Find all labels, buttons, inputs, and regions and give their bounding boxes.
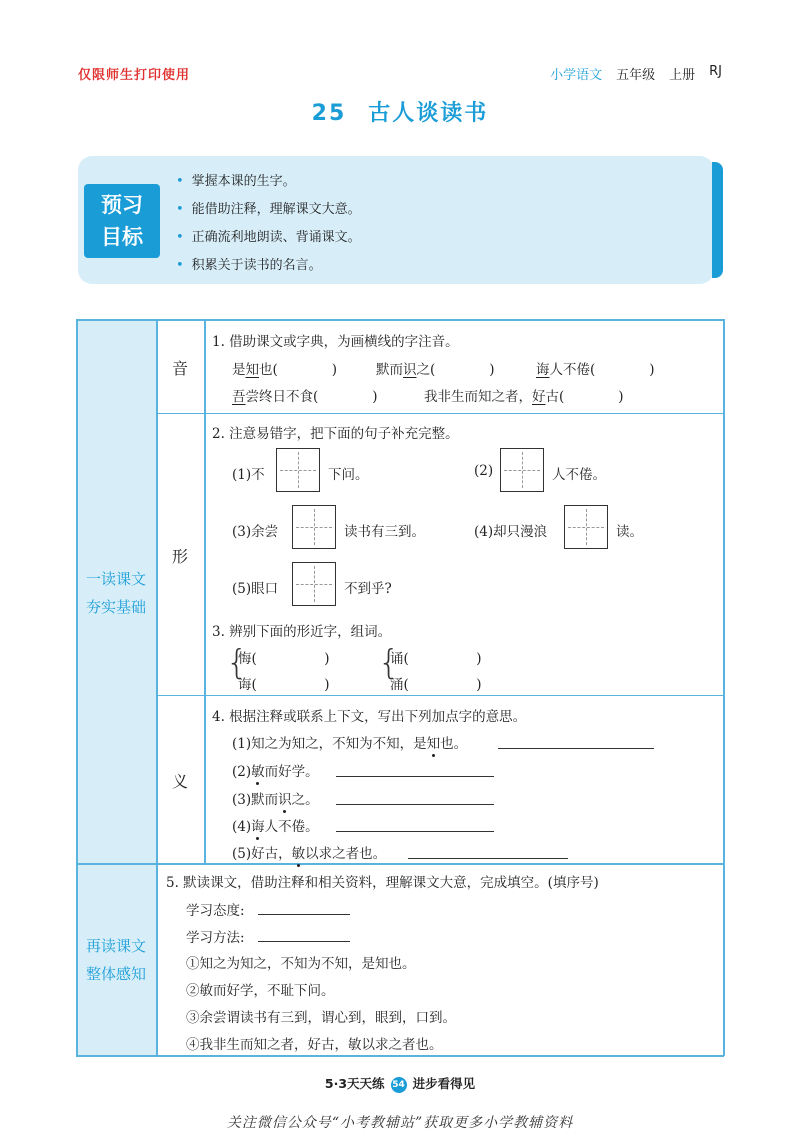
meaning-item [232, 788, 319, 808]
answer-line[interactable] [336, 831, 494, 832]
answer-line[interactable] [336, 804, 494, 805]
row-divider [156, 413, 724, 414]
option-item: ②敏而好学，不耻下问。 [186, 983, 335, 999]
question-3-prompt: 3. 辨别下面的形近字，组词。 [212, 624, 392, 640]
section-row-divider [76, 863, 724, 865]
character-box[interactable] [292, 505, 336, 549]
fill-pre: (5)眼口 [232, 581, 279, 597]
category-form: 形 [171, 547, 188, 566]
pinyin-item [376, 358, 495, 378]
section-divider [156, 319, 158, 1056]
option-item: ④我非生而知之者，好古，敏以求之者也。 [186, 1037, 443, 1053]
grade-label: 五年级 [616, 68, 656, 83]
dotted-char: 识 [278, 788, 292, 808]
lesson-number: 25 [311, 101, 347, 126]
panel-edge-decoration [712, 162, 723, 278]
section-1-line-2: 夯实基础 [85, 598, 146, 616]
item-text: 默而 [376, 362, 403, 378]
item-text: 人不倦( ) [549, 362, 655, 378]
answer-line[interactable] [498, 748, 654, 749]
word-pair-item: 诲( ) [238, 677, 330, 693]
footer-slogan: 进步看得见 [412, 1076, 476, 1091]
watermark-text: 关注微信公众号“小考教辅站”获取更多小学教辅资料 [226, 1115, 574, 1131]
method-answer-line[interactable] [258, 941, 350, 942]
item-text: 我非生而知之者， [424, 389, 532, 405]
underlined-char: 知 [245, 362, 259, 378]
item-text: 以求之者也。 [305, 846, 387, 862]
page-title [0, 96, 800, 127]
meaning-item [232, 815, 319, 835]
method-label: 学习方法: [186, 930, 245, 946]
item-text: 之( ) [416, 362, 495, 378]
item-text: 尝终日不食( ) [245, 389, 378, 405]
goal-list [176, 168, 361, 280]
table-border-top [76, 319, 724, 321]
section-1-label [76, 565, 156, 621]
dotted-char: 知 [427, 732, 441, 752]
item-text: (4) [232, 819, 252, 835]
underlined-char: 好 [532, 389, 546, 405]
answer-line[interactable] [336, 776, 494, 777]
page-footer [0, 1074, 800, 1093]
page-number-badge: 54 [391, 1077, 407, 1093]
fill-pre: (2) [474, 463, 494, 479]
fill-post: 下问。 [328, 467, 369, 483]
section-1-line-1: 一读课文 [85, 570, 146, 588]
underlined-char: 吾 [232, 389, 246, 405]
question-4-prompt: 4. 根据注释或联系上下文，写出下列加点字的意思。 [212, 709, 527, 725]
fill-pre: (1)不 [232, 467, 265, 483]
item-text: (5)好古， [232, 846, 292, 862]
character-box[interactable] [500, 448, 544, 492]
item-text: 人不倦。 [264, 819, 319, 835]
dotted-char: 诲 [251, 815, 265, 835]
question-5-prompt: 5. 默读课文，借助注释和相关资料，理解课文大意，完成填空。(填序号) [166, 875, 599, 891]
tag-line-2: 目标 [101, 225, 143, 249]
pinyin-item [536, 358, 655, 378]
item-text: (2) [232, 764, 252, 780]
tag-line-1: 预习 [101, 193, 143, 217]
answer-line[interactable] [408, 858, 568, 859]
print-notice: 仅限师生打印使用 [78, 68, 191, 83]
preview-goals-panel [78, 156, 714, 284]
table-border-right [723, 319, 725, 1056]
item-text: 也。 [440, 736, 468, 752]
table-border-left [76, 319, 78, 1056]
goal-item: • 掌握本课的生字。 [176, 168, 361, 196]
item-text: (3)默而 [232, 792, 279, 808]
word-pair-item: 涌( ) [390, 677, 482, 693]
goal-item: • 能借助注释，理解课文大意。 [176, 196, 361, 224]
question-1-prompt: 1. 借助课文或字典，为画横线的字注音。 [212, 334, 459, 350]
book-info [550, 64, 722, 83]
question-2-prompt: 2. 注意易错字，把下面的句子补充完整。 [212, 426, 459, 442]
item-text: 古( ) [545, 389, 624, 405]
item-text: 是 [232, 362, 246, 378]
word-pair-item: 悔( ) [238, 651, 330, 667]
option-item: ③余尝谓读书有三到，谓心到，眼到，口到。 [186, 1010, 456, 1026]
dotted-char: 敏 [251, 760, 265, 780]
section-2-line-1: 再读课文 [85, 937, 146, 955]
fill-post: 读。 [616, 524, 643, 540]
meaning-item [232, 842, 386, 862]
option-item: ①知之为知之，不知为不知，是知也。 [186, 956, 416, 972]
fill-pre: (4)却只漫浪 [474, 524, 548, 540]
edition-label: RJ [709, 64, 722, 79]
brace: { [378, 643, 400, 683]
pinyin-item [232, 358, 337, 378]
item-text: 之。 [291, 792, 319, 808]
pinyin-item [232, 385, 378, 405]
category-divider [204, 319, 206, 864]
character-box[interactable] [564, 505, 608, 549]
fill-post: 读书有三到。 [344, 524, 425, 540]
meaning-item [232, 760, 319, 780]
footer-brand: 5·3天天练 [324, 1076, 385, 1091]
goal-item: • 积累关于读书的名言。 [176, 252, 361, 280]
fill-post: 人不倦。 [552, 467, 606, 483]
lesson-title: 古人谈读书 [368, 101, 489, 126]
fill-post: 不到乎? [344, 581, 392, 597]
section-2-line-2: 整体感知 [85, 965, 146, 983]
underlined-char: 诲 [536, 362, 550, 378]
meaning-item [232, 732, 467, 752]
category-meaning: 义 [171, 772, 188, 791]
underlined-char: 识 [403, 362, 417, 378]
dotted-char: 敏 [292, 842, 306, 862]
pinyin-item [424, 385, 624, 405]
brace: { [226, 643, 248, 683]
preview-goals-tag [84, 184, 160, 258]
fill-pre: (3)余尝 [232, 524, 279, 540]
attitude-label: 学习态度: [186, 903, 245, 919]
table-border-bottom [76, 1055, 724, 1057]
row-divider [156, 695, 724, 696]
item-text: (1)知之为知之，不知为不知，是 [232, 736, 427, 752]
item-text: 也( ) [259, 362, 338, 378]
item-text: 而好学。 [264, 764, 319, 780]
word-pair-item: 诵( ) [390, 651, 482, 667]
attitude-answer-line[interactable] [258, 914, 350, 915]
subject-label: 小学语文 [550, 68, 603, 83]
character-box[interactable] [276, 448, 320, 492]
character-box[interactable] [292, 562, 336, 606]
term-label: 上册 [669, 68, 696, 83]
goal-item: • 正确流利地朗读、背诵课文。 [176, 224, 361, 252]
category-pronunciation: 音 [171, 359, 188, 378]
section-2-label [76, 932, 156, 988]
